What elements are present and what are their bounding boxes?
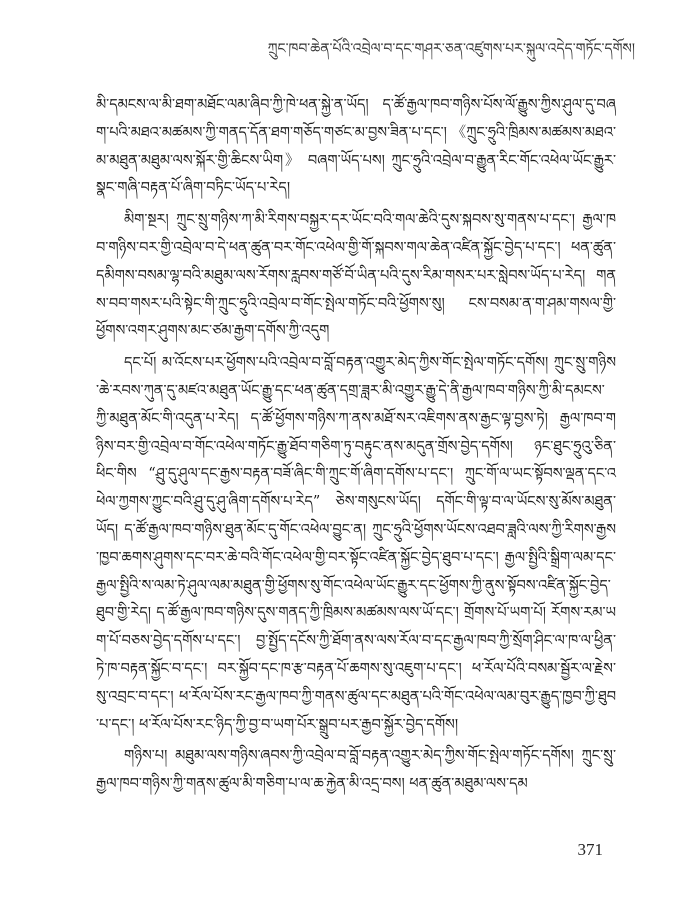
page-number: 371 bbox=[577, 840, 603, 859]
paragraph-3: དང་པོ། མ་འོངས་པར་ཕྱོགས་པའི་འབྲེལ་བ་བློ་བརྟན་འགྱུར་མེད་ཀྱིས་གོང་སྤེལ་གཏོང་དགོས། ཀྲུང་སྲུ་གཉིས་ཆེ་རབས་ཀུན་དུ་མཛའ་མཐུན་ཡོང་རྒྱུ་དང་ཕན་ཚུན་དགྲ་ཟླར་མི་འགྱུར་རྒྱུ་དེ་ནི་རྒྱལ་ཁབ་གཉིས་ཀྱི་མི་དམངས་ཀྱི་མཐུན་མོང་གི་འདུན་པ་རེད། ད་ཚོ་ཕྱོགས་གཉིས་ཀ་ནས་མཐོ་སར་འཇིགས་ནས་རྒྱང་ལྟ་བྱས་ཏེ། རྒྱལ་ཁབ་གཉིས་བར་གྱི་འབྲེལ་བ་གོང་འཕེལ་གཏོང་རྒྱུ་ཐོབ་གཅིག་ཏུ་བརྟུང་ནས་མདུན་གྲོས་བྱེད་དགོས། ཉང་ཐུང་ཧྲུའུ་ཅིན་ཕིང་གིས “ཤྲུ་དུ་ཤུལ་དང་རྒྱས་བརྟན་བཟོ་ཞིང་གི་ཀྲུང་གོ་ཞིག་དགོས་པ་དང་། ཀྲུང་གོ་ལ་ཡང་སྟོབས་ལྡན་དང་འཕེལ་ཀྱགས་ཀྱུང་བའི་ཤྲུ་དུ་ཤུ་ཞིག་དགོས་པ་རེད” ཅེས་གསུངས་ཡོད། དགོང་གི་ལྟ་བ་ལ་ཡོངས་སུ་མོས་མཐུན་ཡོད། ད་ཚོ་རྒྱལ་ཁབ་གཉིས་ཐུན་མོང་དུ་གོང་འཕེལ་བྱུང་ན། ཀྲུང་ཧྲུའི་ཕྱོགས་ཡོངས་འཐབ་ཟླའི་ལས་ཀྱི་རིགས་རྒྱས་ཁྱབ་ཆགས་ཤུགས་དང་བར་ཆེ་བའི་གོང་འཕེལ་གྱི་བར་སྟོང་འཛིན་སྐྱོང་བྱེད་ཐུབ་པ་དང་། རྒྱལ་སྤྱིའི་སྒྲིག་ལམ་དང་རྒྱལ་སྤྱིའི་ས་ལམ་ཏེ་ཤུལ་ལམ་མཐུན་གྱི་ཕྱོགས་སུ་གོང་འཕེལ་ཡོང་རྒྱུར་དང་ཕྱོགས་ཀྱི་ནུས་སྟོབས་འཛིན་སྐྱོང་བྱེད་ཐུབ་གྱི་རེད། ད་ཚོ་རྒྱལ་ཁབ་གཉིས་དུས་གནད་ཀྱི་ཁྲིམས་མཚམས་ལས་ཡོ་དང་། གྲོགས་པོ་ཡག་པོ། རོགས་རམ་ཡག་པོ་བཅས་བྱེད་དགོས་པ་དང་། བྱ་སྤྱོད་དངོས་ཀྱི་ཐོག་ནས་ལས་རོལ་བ་དང་རྒྱལ་ཁབ་ཀྱི་སྲོག་ཤིང་ལ་ཁ་ལ་ཕྱིན་ཏེ་ཁ་བརྟན་སྐྱོང་བ་དང་། བར་སྐྱོབ་དང་ཁ་རྩ་བརྟན་པོ་ཆགས་སུ་འཇུག་པ་དང་། ཕ་རོལ་པོའི་བསམ་སྦྱོར་ལ་རྗེས་སུ་འབྲང་བ་དང་། ཕ་རོལ་པོས་རང་རྒྱལ་ཁབ་ཀྱི་གནས་ཚུལ་དང་མཐུན་པའི་གོང་འཕེལ་ལམ་བུར་རྒྱུད་ཁྱབ་ཀྱི་ཐུབ་པ་དང་། ཕ་རོལ་པོས་རང་ཉིད་ཀྱི་བྱ་བ་ཡག་པོར་སྒྲུབ་པར་རྒྱབ་སྐྱོར་བྱེད་དགོས། bbox=[96, 355, 616, 733]
paragraph-1: མི་དམངས་ལ་མི་ཐག་མཐོང་ལམ་ཞིབ་ཀྱི་ཁེ་ཕན་སྐྱེ་ན་ཡོད། ད་ཚོ་རྒྱལ་ཁབ་གཉིས་པོས་ལོ་རྒྱུས་ཀྱིས་ཤུལ་དུ་བཞག་པའི་མཐའ་མཚམས་ཀྱི་གནད་དོན་ཐག་གཅོད་གཙང་མ་བྱས་ཟིན་པ་དང་། 《ཀྲུང་ཧྲུའི་ཁྲིམས་མཚམས་མཐའ་མ་མཐུན་མཐུམ་ལས་སྐོར་གྱི་ཆིངས་ཡིག》 བཞག་ཡོད་པས། ཀྲུང་ཧྲུའི་འབྲེལ་བ་རྒྱུན་རིང་གོང་འཕེལ་ཡོང་རྒྱུར་སྣང་གཞི་བརྟན་པོ་ཞིག་བཏིང་ཡོད་པ་རེད། bbox=[96, 97, 616, 197]
body-text bbox=[96, 92, 616, 803]
running-header: ཀྲུང་ཁབ་ཆེན་པོའི་འབྲེལ་བ་དང་གཤར་ཅན་འཛུགས་པར་སྐུལ་འདེད་གཏོང་དགོས། bbox=[267, 41, 635, 57]
paragraph-2: མིག་སྔར། ཀྲུང་སྲུ་གཉིས་ཀ་མི་རིགས་བསྐྱར་དར་ཡོང་བའི་གལ་ཆེའི་དུས་སྐབས་སུ་གནས་པ་དང་། རྒྱལ་ཁབ་གཉིས་བར་གྱི་འབྲེལ་བ་དེ་ཕན་ཚུན་བར་གོང་འཕེལ་གྱི་གོ་སྐབས་གལ་ཆེན་འཛིན་སྐྱོང་བྱེད་པ་དང་། ཕན་ཚུན་དམིགས་བསམ་ལྷ་བའི་མཐུམ་ལས་རོགས་རླབས་གཙོ་བོ་ཡིན་པའི་དུས་རིམ་གསར་པར་སླེབས་ཡོད་པ་རེད། གནས་བབ་གསར་པའི་སྟེང་གི་ཀྲུང་ཧྲུའི་འབྲེལ་བ་གོང་སྤེལ་གཏོང་བའི་ཕྱོགས་སུ། ངས་བསམ་ན་ག་ཤམ་གསལ་གྱི་ཕྱོགས་འགར་ཤུགས་མང་ཙམ་རྒྱག་དགོས་ཀྱི་འདུག bbox=[96, 212, 616, 340]
paragraph-4: གཉིས་པ། མཐུམ་ལས་གཉིས་ཞབས་ཀྱི་འབྲེལ་བ་བློ་བརྟན་འགྱུར་མེད་ཀྱིས་གོང་སྤེལ་གཏོང་དགོས། ཀྲུང་སྲུ་རྒྱལ་ཁབ་གཉིས་ཀྱི་གནས་ཚུལ་མི་གཅིག་པ་ལ་ཆ་རྐྱེན་མི་འདྲ་བས། ཕན་ཚུན་མཐུམ་ལས་དམ bbox=[96, 748, 616, 793]
